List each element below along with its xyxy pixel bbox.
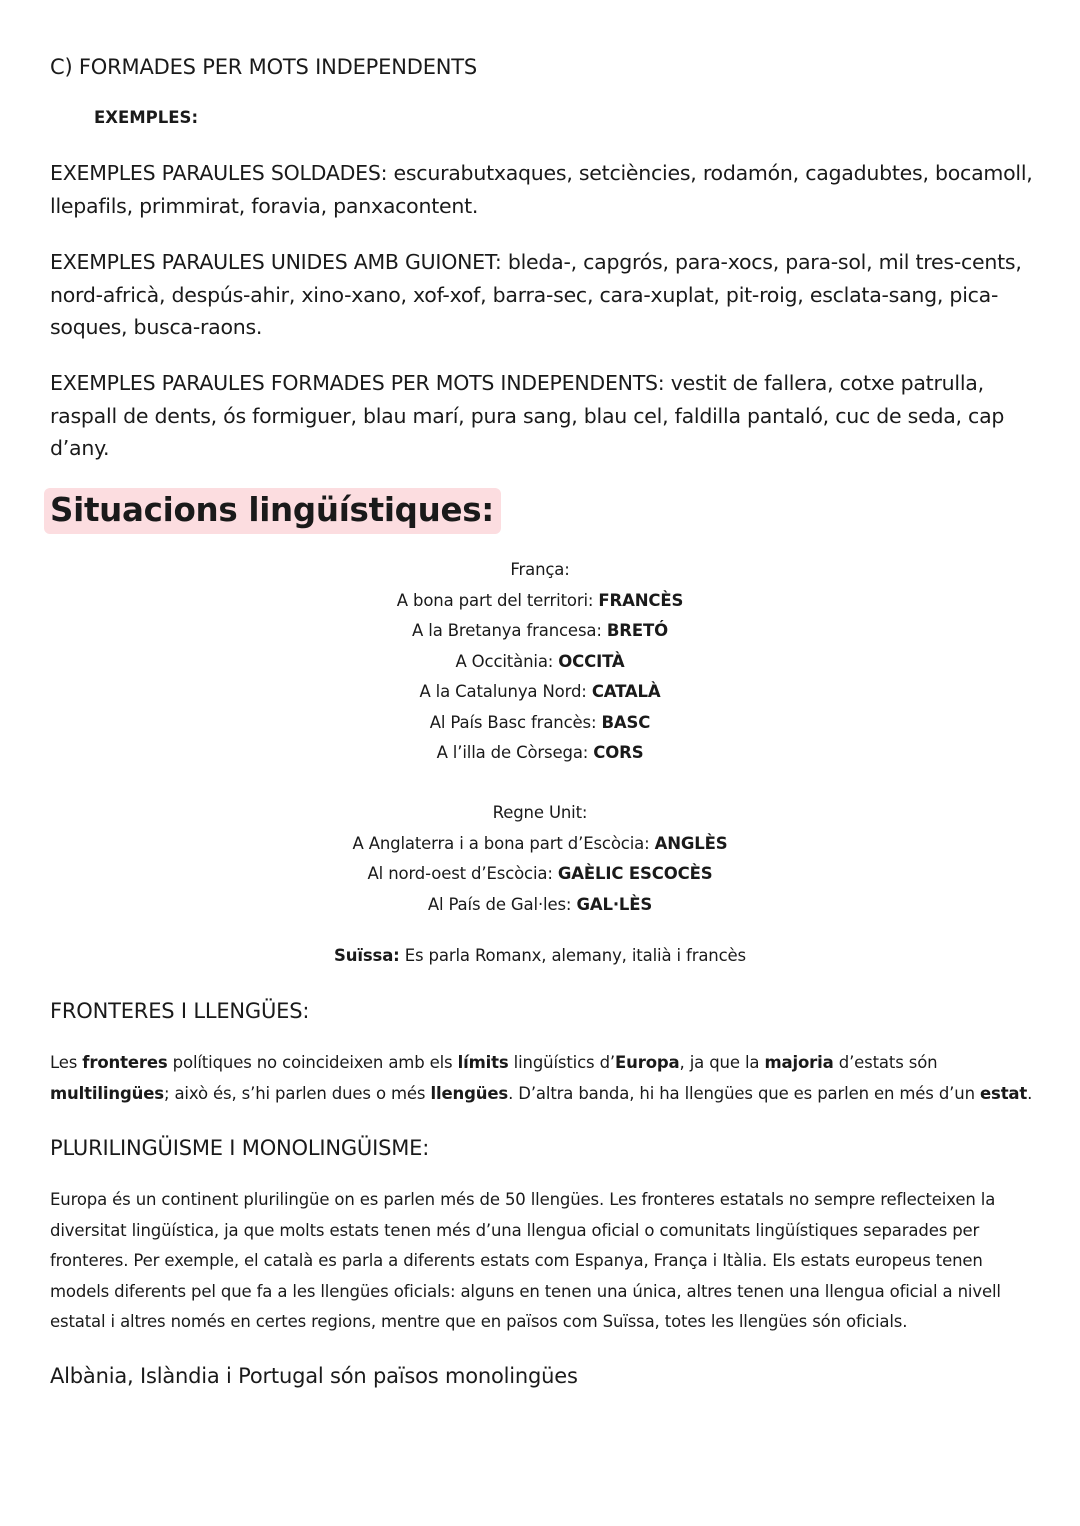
plurilinguisme-paragraph: Europa és un continent plurilingüe on es parlen més de 50 llengües. Les fronteres estatals no sempre reflecteixen la diversitat lingüística, ja que molts estats tenen més d’una llengua oficial o comunitats lingüístiques separades per fronteres. Per exemple, el català es parla a diferents estats com Espanya, França i Itàlia. Els estats europeus tenen models diferents pel que fa a les llengües oficials: alguns en tenen una única, altres tenen una llengua oficial a nivell estatal i altres només en certes regions, mentre que en països com Suïssa, totes les llengües són oficials. (50, 1190, 1001, 1331)
situacions-title: Situacions lingüístiques: (44, 488, 501, 534)
section-c-heading: C) FORMADES PER MOTS INDEPENDENTS (50, 55, 478, 79)
monolingues-line: Albània, Islàndia i Portugal són països monolingües (50, 1364, 578, 1388)
franca-line: A l’illa de Còrsega: CORS (436, 743, 644, 762)
suissa-line (50, 941, 1030, 972)
plurilinguisme-heading: PLURILINGÜISME I MONOLINGÜISME: (50, 1136, 430, 1160)
franca-line: A bona part del territori: FRANCÈS (396, 590, 684, 610)
franca-line: A la Catalunya Nord: CATALÀ (419, 682, 661, 701)
regne-unit-line: Al nord-oest d’Escòcia: GAÈLIC ESCOCÈS (367, 864, 713, 883)
regne-unit-block (50, 798, 1030, 920)
franca-line: Al País Basc francès: BASC (429, 712, 651, 732)
suissa-text: Es parla Romanx, alemany, italià i francès (399, 946, 746, 965)
franca-line: A Occitània: OCCITÀ (455, 651, 625, 671)
regne-unit-heading: Regne Unit: (492, 803, 588, 822)
fronteres-paragraph: Les fronteres polítiques no coincideixen amb els límits lingüístics d’Europa, ja que la majoria d’estats són multilingües; això és, s’hi parlen dues o més llengües. D’altra banda, hi ha llengües que es parlen en més d’un estat. (50, 1053, 1033, 1103)
examples-soldades-paragraph: EXEMPLES PARAULES SOLDADES: escurabutxaques, setciències, rodamón, cagadubtes, bocamoll, llepafils, primmirat, foravia, panxacontent. (50, 161, 1033, 218)
examples-guionet-paragraph: EXEMPLES PARAULES UNIDES AMB GUIONET: bleda-, capgrós, para-xocs, para-sol, mil tres-cents, nord-africà, despús-ahir, xino-xano, xof-xof, barra-sec, cara-xuplat, pit-roig, esclata-sang, pica-soques, busca-raons. (50, 250, 1022, 339)
regne-unit-line: A Anglaterra i a bona part d’Escòcia: ANGLÈS (352, 833, 728, 853)
examples-independents-paragraph: EXEMPLES PARAULES FORMADES PER MOTS INDEPENDENTS: vestit de fallera, cotxe patrulla, raspall de dents, ós formiguer, blau marí, pura sang, blau cel, faldilla pantaló, cuc de seda, cap d’any. (50, 371, 1005, 460)
franca-heading: França: (510, 560, 570, 579)
examples-label: EXEMPLES: (94, 108, 199, 127)
franca-line: A la Bretanya francesa: BRETÓ (412, 621, 668, 640)
fronteres-heading: FRONTERES I LLENGÜES: (50, 999, 310, 1023)
franca-block (50, 555, 1030, 769)
suissa-label: Suïssa: (334, 946, 400, 965)
regne-unit-line: Al País de Gal·les: GAL·LÈS (427, 894, 653, 914)
